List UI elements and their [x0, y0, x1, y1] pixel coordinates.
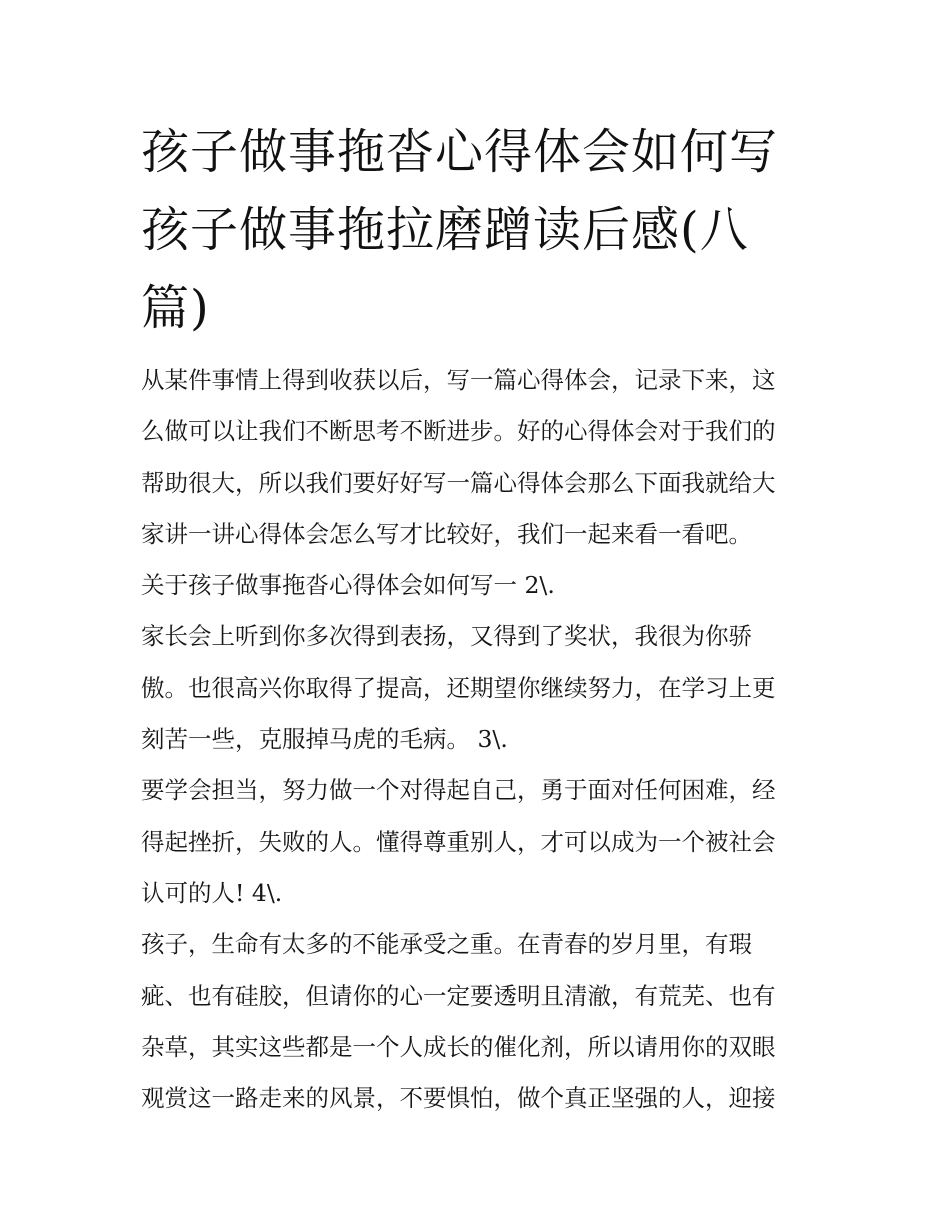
body-line: 傲。也很高兴你取得了提高，还期望你继续努力，在学习上更 [141, 673, 776, 702]
body-line: 家讲一讲心得体会怎么写才比较好，我们一起来看一看吧。 [141, 519, 752, 548]
title-line: 篇) [141, 280, 210, 336]
body-line: 得起挫折，失败的人。懂得尊重别人，才可以成为一个被社会 [141, 827, 776, 856]
body-line: 从某件事情上得到收获以后，写一篇心得体会，记录下来，这 [141, 366, 776, 394]
body-line: 认可的人! 4\. [141, 878, 283, 907]
title-line: 孩子做事拖拉磨蹭读后感(八 [141, 202, 749, 258]
document-title [141, 113, 821, 347]
document-body [141, 355, 821, 1124]
body-line: 要学会担当，努力做一个对得起自己，勇于面对任何困难，经 [141, 776, 776, 805]
title-line: 孩子做事拖沓心得体会如何写 [141, 124, 779, 180]
body-line: 关于孩子做事拖沓心得体会如何写一 2\. [141, 571, 555, 600]
body-line: 疵、也有硅胶，但请你的心一定要透明且清澈，有荒芜、也有 [141, 981, 776, 1010]
body-line: 观赏这一路走来的风景，不要惧怕，做个真正坚强的人，迎接 [141, 1084, 776, 1113]
body-line: 家长会上听到你多次得到表扬，又得到了奖状，我很为你骄 [141, 622, 752, 651]
body-line: 帮助很大，所以我们要好好写一篇心得体会那么下面我就给大 [141, 468, 776, 497]
body-line: 么做可以让我们不断思考不断进步。好的心得体会对于我们的 [141, 417, 776, 446]
body-line: 孩子，生命有太多的不能承受之重。在青春的岁月里，有瑕 [141, 930, 752, 959]
body-line: 杂草，其实这些都是一个人成长的催化剂，所以请用你的双眼 [141, 1032, 776, 1061]
body-line: 刻苦一些，克服掉马虎的毛病。 3\. [141, 725, 508, 754]
